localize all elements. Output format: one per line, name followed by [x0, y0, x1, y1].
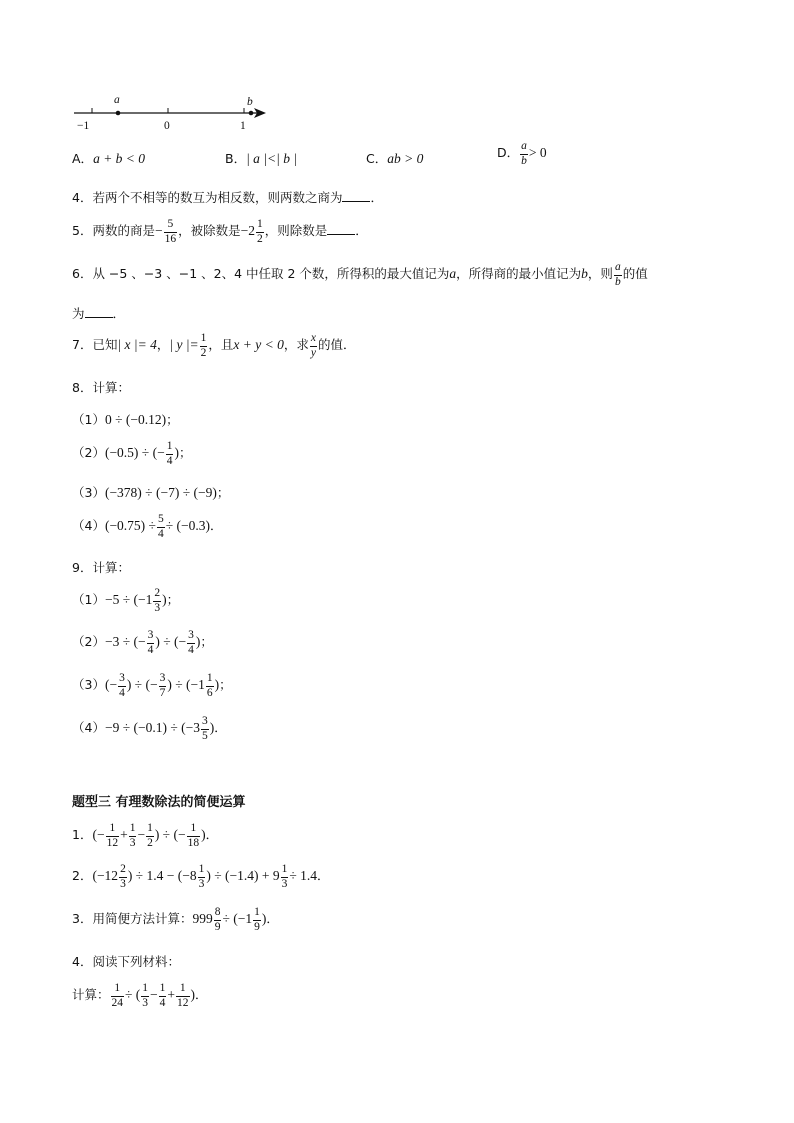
- option-b: B．| a |<| b |: [225, 151, 298, 166]
- option-d: D． $\frac{a}{b}$ > 0: [497, 140, 547, 167]
- answer-blank: [327, 223, 355, 235]
- question-9-part-3: （3）(− $\frac{3}{4}$ ) ÷ (− $\frac{3}{7}$ ) ÷ (−1 $\frac{1}{6}$ )；: [72, 672, 232, 699]
- question-5: 5．两数的商是− $\frac{5}{16}$ ，被除数是−2 $\frac{1}{2}$ ，则除数是 ．: [72, 218, 368, 245]
- question-9-part-4: （4）−9 ÷ (−0.1) ÷ (−3 $\frac{3}{5}$ )．: [72, 715, 227, 742]
- question-8-title: 8．计算：: [72, 380, 130, 395]
- question-6-line2: 为 ．: [72, 306, 126, 321]
- question-8-part-4: （4）(−0.75) ÷ $\frac{5}{4}$ ÷ (−0.3)．: [72, 513, 223, 540]
- question-8-part-1: （1）0 ÷ (−0.12)；: [72, 412, 179, 427]
- point-b: [249, 111, 254, 116]
- point-a: [116, 111, 121, 116]
- question-6: 6．从 −5 、−3 、−1 、2、4 中任取 2 个数，所得积的最大值记为a，所得商的最小值记为b，则 $\frac{a}{b}$ 的值: [72, 261, 648, 288]
- question-9-part-1: （1）−5 ÷ (−1 $\frac{2}{3}$ )；: [72, 587, 180, 614]
- question-9-part-2: （2）−3 ÷ (− $\frac{3}{4}$ ) ÷ (− $\frac{3}{4}$ )；: [72, 629, 213, 656]
- question-9-title: 9．计算：: [72, 560, 130, 575]
- section-3-question-4-calc: 计算： $\frac{1}{24}$ ÷ ( $\frac{1}{3}$ − $\frac{1}{4}$ + $\frac{1}{12}$ )．: [72, 982, 208, 1009]
- answer-blank: [85, 306, 113, 318]
- option-a: A．a + b < 0: [72, 151, 146, 166]
- question-8-part-2: （2）(−0.5) ÷ (− $\frac{1}{4}$ )；: [72, 440, 192, 467]
- section-3-question-2: 2．(−12 $\frac{2}{3}$ ) ÷ 1.4 − (−8 $\frac{1}{3}$ ) ÷ (−1.4) + 9 $\frac{1}{3}$ ÷ 1.4．: [72, 863, 330, 890]
- question-7: 7．已知| x |= 4，| y |= $\frac{1}{2}$ ，且x + y < 0，求 $\frac{x}{y}$ 的值．: [72, 332, 356, 359]
- question-4: 4．若两个不相等的数互为相反数，则两数之商为 ．: [72, 190, 383, 205]
- point-a-label: a: [114, 94, 120, 106]
- section-title: 题型三 有理数除法的简便运算: [72, 795, 246, 810]
- question-8-part-3: （3）(−378) ÷ (−7) ÷ (−9)；: [72, 485, 230, 500]
- section-3-question-1: 1．(− $\frac{1}{12}$ + $\frac{1}{3}$ − $\frac{1}{2}$ ) ÷ (− $\frac{1}{18}$ )．: [72, 822, 219, 849]
- section-3-question-4: 4．阅读下列材料：: [72, 954, 180, 969]
- tick-label-1: 1: [240, 120, 246, 132]
- point-b-label: b: [247, 96, 253, 108]
- tick-label-0: 0: [164, 120, 170, 132]
- answer-blank: [342, 190, 370, 202]
- option-c: C．ab > 0: [366, 151, 424, 166]
- tick-label-neg1: −1: [77, 120, 90, 132]
- section-3-question-3: 3．用简便方法计算：999 $\frac{8}{9}$ ÷ (−1 $\frac{1}{9}$ )．: [72, 906, 279, 933]
